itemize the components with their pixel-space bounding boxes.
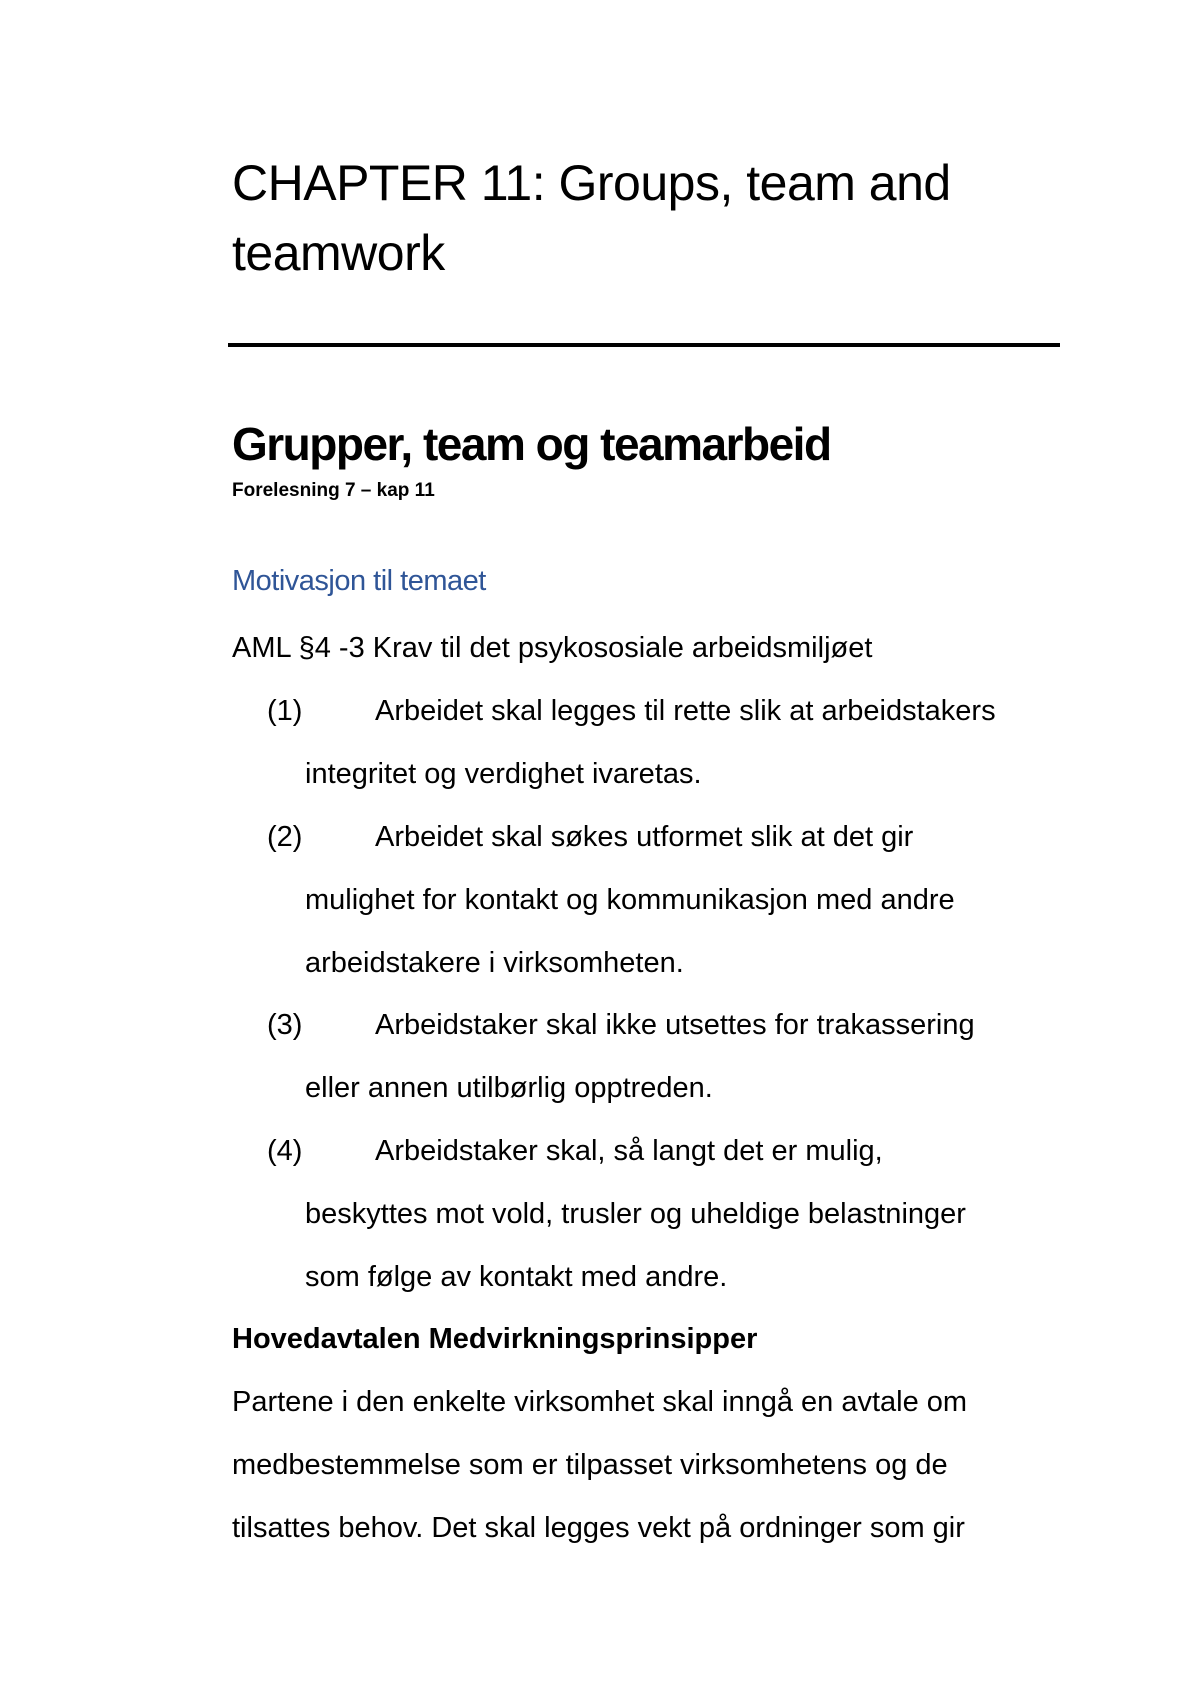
paragraph-line: tilsattes behov. Det skal legges vekt på ordninger som gir bbox=[232, 1512, 965, 1544]
document-subtitle: Forelesning 7 – kap 11 bbox=[232, 480, 435, 501]
law-reference: AML §4 -3 Krav til det psykososiale arbeidsmiljøet bbox=[232, 632, 873, 664]
document-title: Grupper, team og teamarbeid bbox=[232, 418, 831, 470]
section-heading: Motivasjon til temaet bbox=[232, 565, 486, 597]
list-item-number: (2) bbox=[267, 821, 303, 853]
chapter-title bbox=[232, 148, 1032, 288]
list-item-number: (3) bbox=[267, 1009, 303, 1041]
list-item-line: integritet og verdighet ivaretas. bbox=[305, 758, 702, 790]
list-item-number: (4) bbox=[267, 1135, 303, 1167]
list-item-line: arbeidstakere i virksomheten. bbox=[305, 947, 684, 979]
list-item-line: eller annen utilbørlig opptreden. bbox=[305, 1072, 713, 1104]
list-item-line: Arbeidstaker skal ikke utsettes for trakassering bbox=[375, 1009, 975, 1041]
list-item-line: som følge av kontakt med andre. bbox=[305, 1261, 728, 1293]
list-item-line: Arbeidet skal søkes utformet slik at det gir bbox=[375, 821, 914, 853]
list-item-number: (1) bbox=[267, 695, 303, 727]
list-item-line: Arbeidstaker skal, så langt det er mulig, bbox=[375, 1135, 883, 1167]
bold-heading: Hovedavtalen Medvirkningsprinsipper bbox=[232, 1323, 758, 1355]
chapter-title-line-1: CHAPTER 11: Groups, team and bbox=[232, 155, 951, 211]
list-item-line: Arbeidet skal legges til rette slik at arbeidstakers bbox=[375, 695, 996, 727]
title-divider bbox=[228, 343, 1060, 347]
paragraph-line: medbestemmelse som er tilpasset virksomhetens og de bbox=[232, 1449, 948, 1481]
paragraph-line: Partene i den enkelte virksomhet skal inngå en avtale om bbox=[232, 1386, 968, 1418]
chapter-title-line-2: teamwork bbox=[232, 225, 445, 281]
list-item-line: beskyttes mot vold, trusler og uheldige belastninger bbox=[305, 1198, 966, 1230]
list-item-line: mulighet for kontakt og kommunikasjon med andre bbox=[305, 884, 955, 916]
